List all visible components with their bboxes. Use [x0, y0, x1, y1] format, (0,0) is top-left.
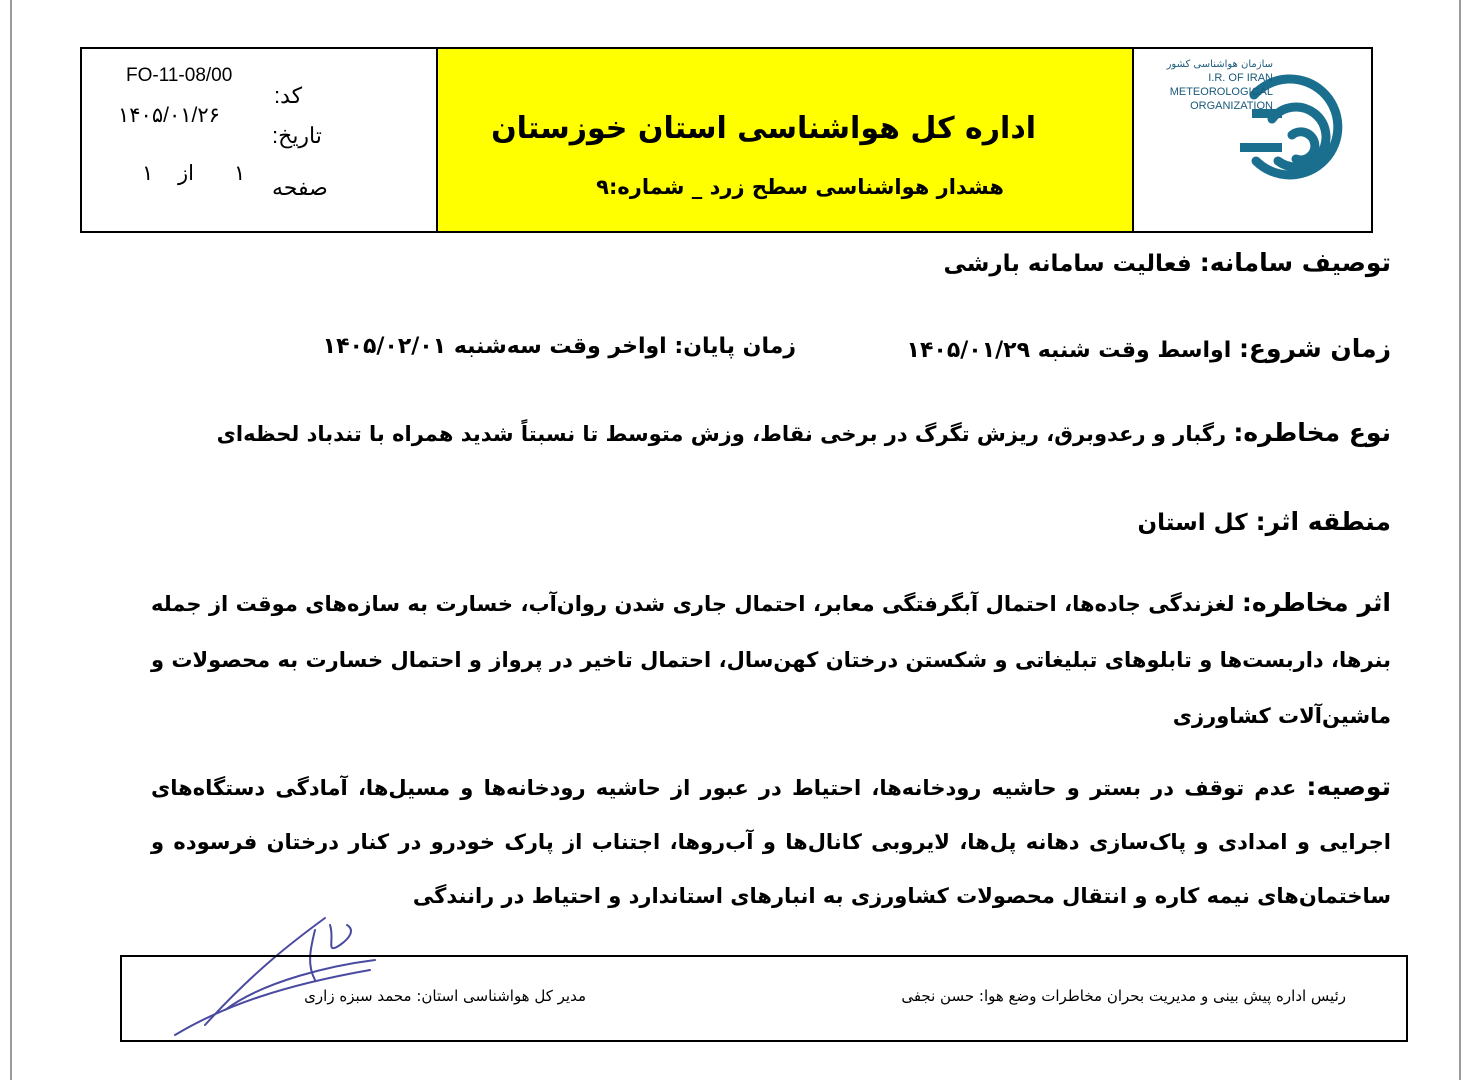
- logo-text-meteorological: METEOROLOGICAL: [1169, 86, 1273, 98]
- hazard-type-value: رگبار و رعدوبرق، ریزش تگرگ در برخی نقاط، وزش متوسط تا نسبتاً شدید همراه با تندباد لحظه‌ای: [216, 422, 1227, 446]
- advice-value: عدم توقف در بستر و حاشیه رودخانه‌ها، احتیاط در عبور از حاشیه رودخانه‌ها و مسیل‌ها، آمادگی دستگاه‌های اجرایی و امدادی و پاک‌سازی دهانه پل‌ها، لایروبی کانال‌ها و آب‌روها، اجتناب از پارک خودرو در کنار درختان فرسوده و ساختمان‌های نیمه کاره و انتقال محصولات کشاورزی به انبارهای استاندارد و احتیاط در رانندگی: [151, 776, 1391, 908]
- hazard-impact: [151, 575, 1391, 744]
- hazard-type: [217, 418, 1391, 447]
- advice-label: توصیه:: [1306, 772, 1391, 801]
- page-current: ۱: [234, 162, 246, 185]
- area-label: منطقه اثر:: [1255, 507, 1391, 536]
- impact-label: اثر مخاطره:: [1241, 588, 1391, 617]
- logo-cell: [1134, 49, 1371, 231]
- hazard-type-label: نوع مخاطره:: [1233, 418, 1391, 447]
- page-total: ۱: [142, 162, 154, 185]
- end-label: زمان پایان:: [674, 334, 796, 359]
- logo-text-organization: ORGANIZATION: [1190, 100, 1273, 112]
- title-cell: [438, 49, 1134, 231]
- logo-text-iran: I.R. OF IRAN: [1208, 72, 1273, 84]
- system-description: [944, 248, 1392, 277]
- start-value: اواسط وقت شنبه ۱۴۰۵/۰۱/۲۹: [906, 338, 1232, 363]
- warning-title: هشدار هواشناسی سطح زرد _ شماره:۹: [596, 175, 1004, 199]
- date-label: تاریخ:: [272, 123, 322, 148]
- affected-area: [1138, 507, 1392, 536]
- end-value: اواخر وقت سه‌شنبه ۱۴۰۵/۰۲/۰۱: [322, 334, 667, 359]
- end-time: [323, 334, 796, 359]
- issue-date: ۱۴۰۵/۰۱/۲۶: [118, 104, 220, 127]
- start-time: [907, 334, 1391, 363]
- impact-value: لغزندگی جاده‌ها، احتمال آبگرفتگی معابر، احتمال جاری شدن روان‌آب، خسارت به سازه‌های موقت از جمله بنرها، داربست‌ها و تابلوهای تبلیغاتی و شکستن درختان کهن‌سال، احتمال تاخیر در پرواز و احتمال خسارت به محصولات و ماشین‌آلات کشاورزی: [151, 592, 1391, 728]
- page-label: صفحه: [272, 175, 328, 200]
- forecast-head: رئیس اداره پیش بینی و مدیریت بحران مخاطرات وضع هوا: حسن نجفی: [901, 987, 1346, 1005]
- code-label: کد:: [274, 83, 303, 108]
- system-label: توصیف سامانه:: [1199, 248, 1391, 277]
- director-general: مدیر کل هواشناسی استان: محمد سبزه زاری: [304, 987, 586, 1005]
- start-label: زمان شروع:: [1238, 334, 1391, 363]
- document-meta-cell: [82, 49, 438, 231]
- logo-text-fa: سازمان هواشناسی کشور: [1166, 59, 1273, 70]
- signatures-footer: [120, 955, 1408, 1042]
- organization-title: اداره کل هواشناسی استان خوزستان: [491, 111, 1036, 146]
- form-code: FO-11-08/00: [126, 65, 233, 86]
- page-of-label: از: [178, 162, 194, 185]
- recommendation: [151, 760, 1391, 923]
- area-value: کل استان: [1137, 510, 1248, 536]
- system-value: فعالیت سامانه بارشی: [943, 251, 1192, 277]
- document-header: [80, 47, 1373, 233]
